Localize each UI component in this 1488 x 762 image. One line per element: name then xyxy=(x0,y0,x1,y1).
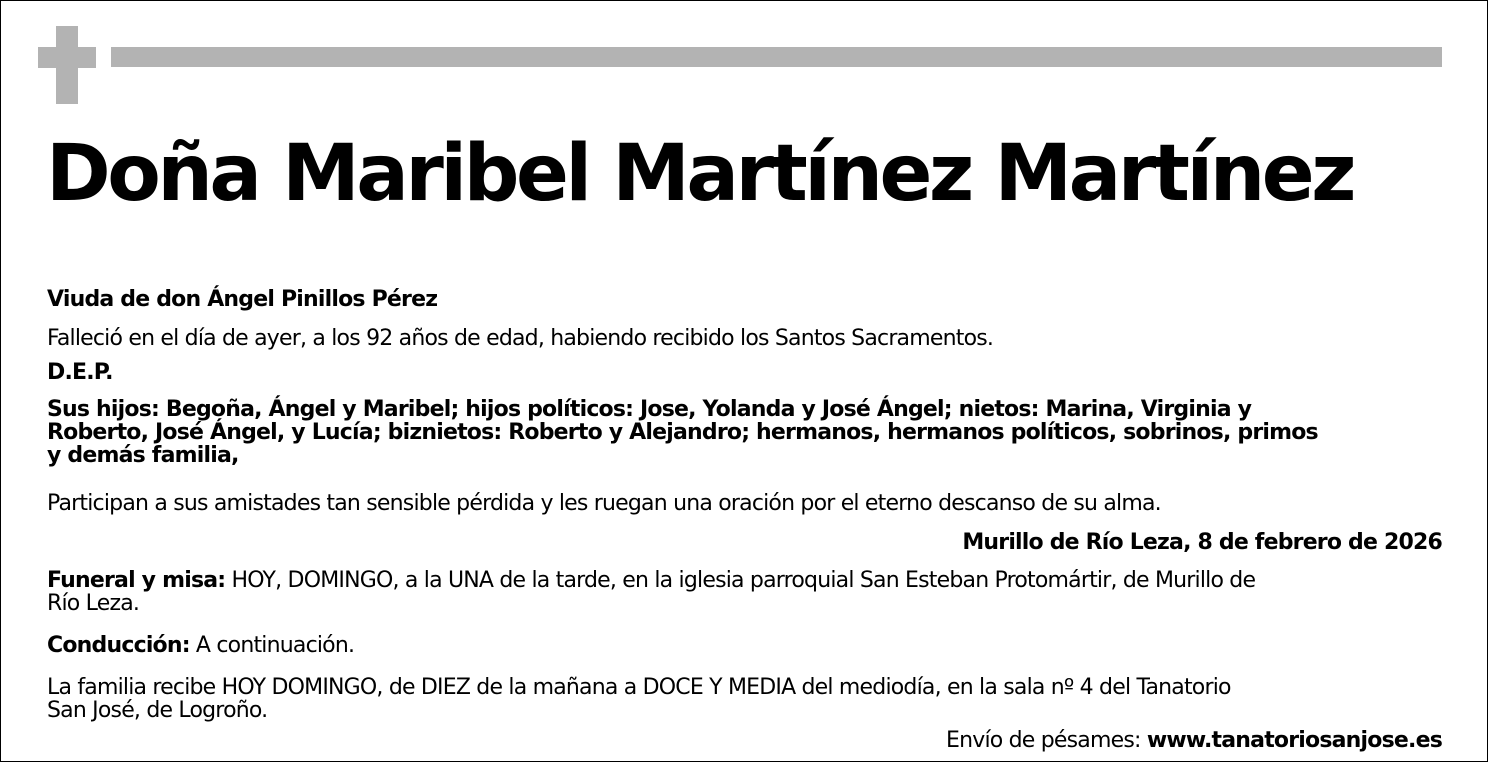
reception-info xyxy=(47,674,1447,724)
condolences-link[interactable]: www.tanatoriosanjose.es xyxy=(1146,728,1442,753)
family-line: Roberto, José Ángel, y Lucía; biznietos: Roberto y Alejandro; hermanos, hermanos políticos, sobrinos, primos xyxy=(47,420,1318,445)
family-line: Sus hijos: Begoña, Ángel y Maribel; hijos políticos: Jose, Yolanda y José Ángel; nietos: Marina, Virginia y xyxy=(47,397,1252,422)
cross-icon xyxy=(38,26,96,104)
reception-line: San José, de Logroño. xyxy=(47,698,268,723)
conduccion-text: A continuación. xyxy=(189,633,355,658)
funeral-text-cont: Río Leza. xyxy=(47,591,140,616)
deceased-name: Doña Maribel Martínez Martínez xyxy=(46,129,1354,219)
condolences-label: Envío de pésames: xyxy=(946,728,1147,753)
funeral-info xyxy=(47,567,1447,617)
conduccion-label: Conducción: xyxy=(47,633,190,658)
rip: D.E.P. xyxy=(47,360,113,385)
conduccion-info xyxy=(47,632,1447,659)
funeral-label: Funeral y misa: xyxy=(47,568,226,593)
place-date: Murillo de Río Leza, 8 de febrero de 2026 xyxy=(962,530,1442,555)
condolences xyxy=(946,727,1442,754)
funeral-text: HOY, DOMINGO, a la UNA de la tarde, en la iglesia parroquial San Esteban Protomártir, de Murillo de xyxy=(225,568,1256,593)
family-line: y demás familia, xyxy=(47,443,239,468)
death-notice: Falleció en el día de ayer, a los 92 años de edad, habiendo recibido los Santos Sacramentos. xyxy=(47,326,994,351)
widow-of: Viuda de don Ángel Pinillos Pérez xyxy=(47,287,438,312)
reception-line: La familia recibe HOY DOMINGO, de DIEZ de la mañana a DOCE Y MEDIA del mediodía, en la sala nº 4 del Tanatorio xyxy=(47,675,1231,700)
request: Participan a sus amistades tan sensible pérdida y les ruegan una oración por el eterno descanso de su alma. xyxy=(47,491,1161,516)
header-rule xyxy=(111,47,1442,67)
family-list xyxy=(47,396,1447,469)
